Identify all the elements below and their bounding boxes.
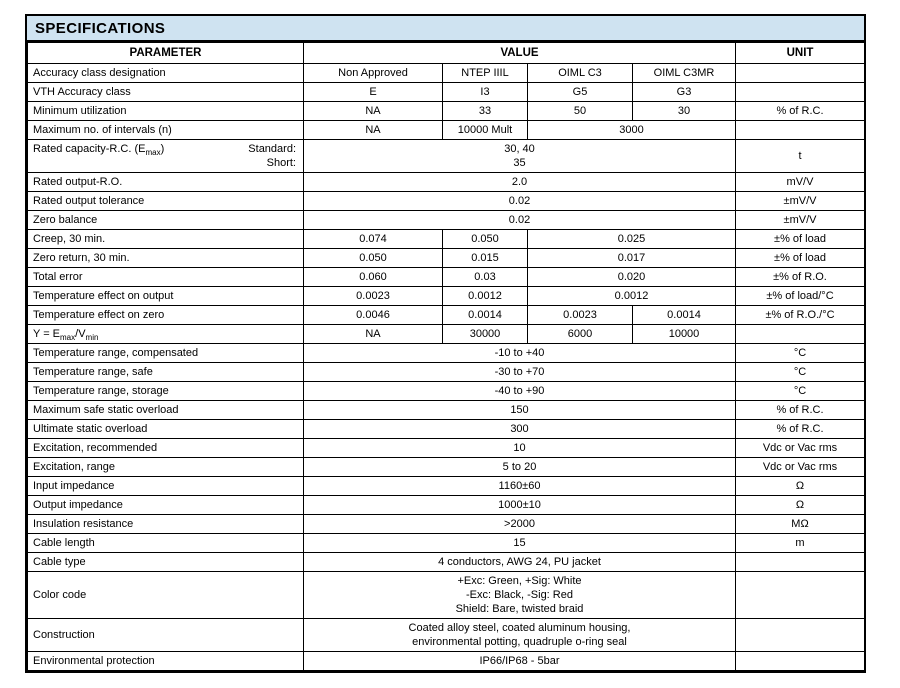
value-cell: Non Approved	[304, 64, 443, 83]
value-cell: 1000±10	[304, 496, 736, 515]
table-row	[28, 287, 865, 306]
col-header-value: VALUE	[304, 43, 736, 64]
header-row	[28, 43, 865, 64]
table-row	[28, 83, 865, 102]
table-row	[28, 619, 865, 652]
value-cell: 0.03	[443, 268, 528, 287]
unit-cell: ±mV/V	[736, 211, 865, 230]
unit-cell: Vdc or Vac rms	[736, 458, 865, 477]
unit-cell: mV/V	[736, 173, 865, 192]
value-cell: >2000	[304, 515, 736, 534]
table-row	[28, 121, 865, 140]
table-row	[28, 64, 865, 83]
value-cell: 10000	[633, 325, 736, 344]
value-cell: 0.0012	[443, 287, 528, 306]
param-cell: Maximum safe static overload	[28, 401, 304, 420]
value-cell: Coated alloy steel, coated aluminum housing, environmental potting, quadruple o-ring seal	[304, 619, 736, 652]
table-row	[28, 192, 865, 211]
value-cell: 0.0023	[304, 287, 443, 306]
param-cell: Temperature range, compensated	[28, 344, 304, 363]
spec-table-body	[28, 64, 865, 671]
value-cell: OIML C3	[528, 64, 633, 83]
unit-cell: °C	[736, 344, 865, 363]
unit-cell	[736, 121, 865, 140]
unit-cell: ±% of R.O./°C	[736, 306, 865, 325]
value-cell: 3000	[528, 121, 736, 140]
value-cell: 1160±60	[304, 477, 736, 496]
unit-cell: °C	[736, 382, 865, 401]
param-cell: Accuracy class designation	[28, 64, 304, 83]
table-row	[28, 249, 865, 268]
param-cell: $Y = E_{max}/V_{min}$	[28, 325, 304, 344]
value-cell: 0.0046	[304, 306, 443, 325]
value-cell: 0.050	[443, 230, 528, 249]
table-row	[28, 496, 865, 515]
param-cell: Total error	[28, 268, 304, 287]
unit-cell	[736, 572, 865, 619]
value-cell: 30000	[443, 325, 528, 344]
value-cell: 300	[304, 420, 736, 439]
table-row	[28, 344, 865, 363]
table-row	[28, 439, 865, 458]
value-cell: IP66/IP68 - 5bar	[304, 652, 736, 671]
param-cell: Ultimate static overload	[28, 420, 304, 439]
value-cell: 0.02	[304, 192, 736, 211]
param-cell: Minimum utilization	[28, 102, 304, 121]
unit-cell: °C	[736, 363, 865, 382]
value-cell: 0.0014	[443, 306, 528, 325]
param-cell: Output impedance	[28, 496, 304, 515]
table-row	[28, 211, 865, 230]
specifications-table	[25, 14, 866, 673]
unit-cell	[736, 553, 865, 572]
unit-cell: ±% of R.O.	[736, 268, 865, 287]
param-cell: Temperature effect on zero	[28, 306, 304, 325]
value-cell: 0.050	[304, 249, 443, 268]
param-cell: VTH Accuracy class	[28, 83, 304, 102]
param-cell: Excitation, recommended	[28, 439, 304, 458]
value-cell: 150	[304, 401, 736, 420]
value-cell: 0.074	[304, 230, 443, 249]
unit-cell: t	[736, 140, 865, 173]
table-row	[28, 534, 865, 553]
param-cell: Zero return, 30 min.	[28, 249, 304, 268]
table-row	[28, 268, 865, 287]
value-cell: -30 to +70	[304, 363, 736, 382]
table-row	[28, 102, 865, 121]
param-cell: Construction	[28, 619, 304, 652]
value-cell: NA	[304, 121, 443, 140]
unit-cell	[736, 652, 865, 671]
param-cell: Temperature range, storage	[28, 382, 304, 401]
value-cell: 0.020	[528, 268, 736, 287]
table-row	[28, 306, 865, 325]
spec-table	[27, 42, 865, 671]
param-cell: Input impedance	[28, 477, 304, 496]
unit-cell: % of R.C.	[736, 420, 865, 439]
table-row	[28, 477, 865, 496]
value-cell: 2.0	[304, 173, 736, 192]
unit-cell: ±mV/V	[736, 192, 865, 211]
value-cell: 50	[528, 102, 633, 121]
unit-cell: Vdc or Vac rms	[736, 439, 865, 458]
param-cell: Rated output-R.O.	[28, 173, 304, 192]
param-cell: Maximum no. of intervals (n)	[28, 121, 304, 140]
table-row	[28, 652, 865, 671]
param-cell: Temperature range, safe	[28, 363, 304, 382]
unit-cell	[736, 325, 865, 344]
col-header-unit: UNIT	[736, 43, 865, 64]
value-cell: E	[304, 83, 443, 102]
value-cell: -10 to +40	[304, 344, 736, 363]
unit-cell	[736, 83, 865, 102]
value-cell: 10	[304, 439, 736, 458]
unit-cell: % of R.C.	[736, 401, 865, 420]
value-cell: 4 conductors, AWG 24, PU jacket	[304, 553, 736, 572]
value-cell: 5 to 20	[304, 458, 736, 477]
param-sublabels: Standard: Short:	[248, 143, 296, 169]
unit-cell: Ω	[736, 477, 865, 496]
param-cell: Color code	[28, 572, 304, 619]
table-row	[28, 325, 865, 344]
page-title: SPECIFICATIONS	[35, 20, 166, 37]
value-cell: NA	[304, 102, 443, 121]
param-cell: Cable length	[28, 534, 304, 553]
param-cell: Zero balance	[28, 211, 304, 230]
value-cell: 10000 Mult	[443, 121, 528, 140]
unit-cell: % of R.C.	[736, 102, 865, 121]
table-row	[28, 458, 865, 477]
value-cell: 0.0012	[528, 287, 736, 306]
table-row	[28, 230, 865, 249]
unit-cell: MΩ	[736, 515, 865, 534]
value-cell: +Exc: Green, +Sig: White -Exc: Black, -Sig: Red Shield: Bare, twisted braid	[304, 572, 736, 619]
unit-cell: ±% of load/°C	[736, 287, 865, 306]
spec-title-bar	[27, 16, 864, 42]
value-cell: 0.02	[304, 211, 736, 230]
unit-cell: ±% of load	[736, 249, 865, 268]
value-cell: NTEP IIIL	[443, 64, 528, 83]
value-cell: 15	[304, 534, 736, 553]
value-cell: OIML C3MR	[633, 64, 736, 83]
param-cell: Environmental protection	[28, 652, 304, 671]
unit-cell: ±% of load	[736, 230, 865, 249]
param-cell: Rated output tolerance	[28, 192, 304, 211]
unit-cell: m	[736, 534, 865, 553]
value-cell: 30, 40 35	[304, 140, 736, 173]
value-cell: 0.015	[443, 249, 528, 268]
value-cell: 0.017	[528, 249, 736, 268]
table-row	[28, 382, 865, 401]
value-cell: -40 to +90	[304, 382, 736, 401]
value-cell: 0.0014	[633, 306, 736, 325]
table-row	[28, 140, 865, 173]
value-cell: NA	[304, 325, 443, 344]
table-row	[28, 420, 865, 439]
value-cell: G3	[633, 83, 736, 102]
param-cell: Creep, 30 min.	[28, 230, 304, 249]
param-cell: Cable type	[28, 553, 304, 572]
param-cell: Rated capacity-R.C. $(E_{max})$ Standard: Short:	[28, 140, 304, 173]
table-row	[28, 553, 865, 572]
unit-cell	[736, 619, 865, 652]
value-cell: I3	[443, 83, 528, 102]
value-cell: 0.025	[528, 230, 736, 249]
value-cell: 33	[443, 102, 528, 121]
param-cell: Excitation, range	[28, 458, 304, 477]
unit-cell: Ω	[736, 496, 865, 515]
table-row	[28, 572, 865, 619]
col-header-parameter: PARAMETER	[28, 43, 304, 64]
value-cell: 6000	[528, 325, 633, 344]
unit-cell	[736, 64, 865, 83]
table-row	[28, 401, 865, 420]
table-row	[28, 363, 865, 382]
param-cell: Insulation resistance	[28, 515, 304, 534]
value-cell: 30	[633, 102, 736, 121]
table-row	[28, 515, 865, 534]
value-cell: 0.0023	[528, 306, 633, 325]
value-cell: G5	[528, 83, 633, 102]
value-cell: 0.060	[304, 268, 443, 287]
table-row	[28, 173, 865, 192]
param-cell: Temperature effect on output	[28, 287, 304, 306]
